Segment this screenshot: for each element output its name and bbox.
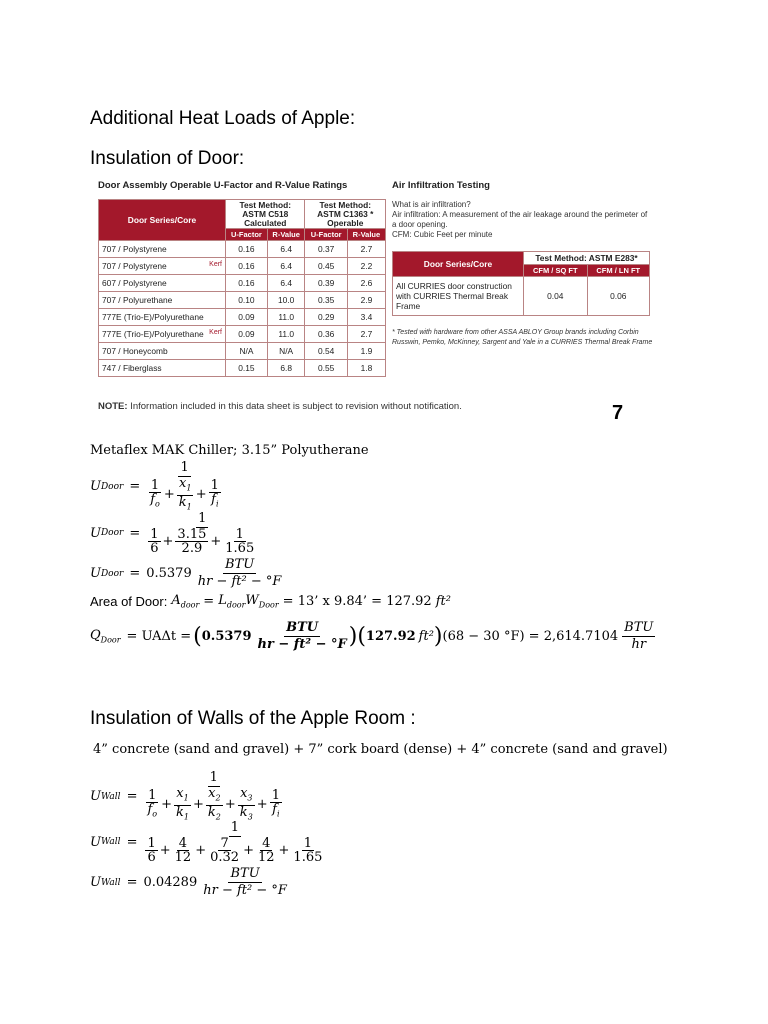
- page-number: 7: [612, 402, 624, 424]
- plus: +: [163, 487, 175, 503]
- unit-denominator: hr − ft² − °F: [197, 574, 282, 589]
- cell: 0.55: [305, 360, 347, 377]
- table-row: [99, 258, 386, 275]
- num: 1: [210, 478, 219, 494]
- equals: =: [129, 525, 141, 541]
- row-name: 747 / Fiberglass: [102, 363, 162, 373]
- table-row: [393, 277, 650, 316]
- num: 1: [150, 478, 160, 494]
- cell: 10.0: [267, 292, 305, 309]
- cell: 0.39: [305, 275, 347, 292]
- figure-title-left: Door Assembly Operable U-Factor and R-Value Ratings: [98, 180, 348, 191]
- kerf-label: Kerf: [209, 329, 222, 336]
- cell: 2.9: [347, 292, 385, 309]
- u-subscript: Door: [100, 528, 124, 538]
- q-result: (68 − 30 °F) = 2,614.7104: [442, 629, 619, 644]
- f-i: $f_i$: [211, 492, 219, 509]
- table-row: [99, 292, 386, 309]
- kerf-label: Kerf: [209, 261, 222, 268]
- table-row: [99, 326, 386, 343]
- k3-value: 12: [257, 850, 275, 865]
- cell: 0.16: [226, 258, 268, 275]
- table-row: [99, 343, 386, 360]
- note-text: Information included in this data sheet is subject to revision without notification.: [127, 401, 462, 412]
- cell: 6.4: [267, 241, 305, 258]
- air-row-name: All CURRIES door construction with CURRIES Thermal Break Frame: [393, 277, 524, 316]
- row-name: 707 / Honeycomb: [102, 346, 168, 356]
- cell: 0.45: [305, 258, 347, 275]
- numerator: 1: [180, 460, 189, 475]
- cell: 2.2: [347, 258, 385, 275]
- note-line: [98, 401, 462, 412]
- u-door-value: 0.5379: [146, 566, 192, 581]
- u-wall-value: 0.04289: [143, 875, 198, 890]
- cell: 0.54: [305, 343, 347, 360]
- row-name: 777E (Trio-E)/Polyurethane: [102, 312, 204, 322]
- col-header-rv2: R-Value: [347, 229, 385, 241]
- cell: 6.8: [267, 360, 305, 377]
- col-header-uf1: U-Factor: [226, 229, 268, 241]
- q-unit-den: hr: [631, 637, 647, 652]
- u-symbol: U: [90, 479, 101, 495]
- cell: 1.8: [347, 360, 385, 377]
- air-question: What is air infiltration?: [392, 200, 471, 209]
- q-u-value: 0.5379: [201, 629, 252, 644]
- row-name: 707 / Polyurethane: [102, 295, 173, 305]
- cell: 0.09: [226, 309, 268, 326]
- air-row-lnft: 0.06: [587, 277, 650, 316]
- cell: N/A: [267, 343, 305, 360]
- area-unit: ft²: [435, 593, 451, 609]
- page-title: Additional Heat Loads of Apple:: [90, 108, 356, 129]
- footnote: * Tested with hardware from other ASSA ABLOY Group brands including Corbin Russwin, Pemko, McKinney, Sargent and Yale in a CURRIES Thermal Break Frame: [392, 329, 653, 346]
- wall-u-result: U Wall = 0.04289 $\frac{\text{BTU}}{\text{hr − ft² − °F}}$: [90, 866, 287, 898]
- f-o: $f_o$: [150, 492, 160, 509]
- door-area: Area of Door: $A_{door}$ = $L_{door}W_{Door}$ = 13’ x 9.84’ = 127.92 ft²: [90, 593, 451, 610]
- area-expression: = 13’ x 9.84’ = 127.92: [282, 593, 432, 609]
- cell: 2.6: [347, 275, 385, 292]
- air-col-series: Door Series/Core: [393, 252, 524, 277]
- row-name: 707 / Polystyrene: [102, 261, 167, 271]
- table-row: [99, 241, 386, 258]
- row-name: 777E (Trio-E)/Polyurethane: [102, 329, 204, 339]
- cell: 1.9: [347, 343, 385, 360]
- cell: 0.16: [226, 275, 268, 292]
- air-col-tm: Test Method: ASTM E283*: [524, 252, 650, 265]
- u-factor-table: [98, 199, 386, 377]
- k1: $k_1$: [178, 494, 192, 512]
- cell: 2.7: [347, 326, 385, 343]
- col-header-tm1: Test Method: ASTM C518 Calculated: [226, 200, 305, 229]
- k2-value: 0.32: [210, 850, 240, 865]
- wall-u-formula: U Wall = 1 $\frac{1}{f_o}$ + $\frac{x_1}{k_1}$ + $\frac{x_2}{k_2}$ + $\frac{x_3}{k_3}$ + $\frac{1}{f_i}$: [90, 770, 280, 822]
- cell: 3.4: [347, 309, 385, 326]
- u-symbol: U: [90, 525, 101, 541]
- k1-value: 2.9: [181, 541, 203, 556]
- air-definition: Air infiltration: A measurement of the air leakage around the perimeter of a door opening.: [392, 210, 648, 229]
- q-area-value: 127.92: [365, 629, 416, 644]
- cell: 0.37: [305, 241, 347, 258]
- x1-value: 4: [178, 836, 188, 851]
- cell: 11.0: [267, 309, 305, 326]
- table-row: [99, 275, 386, 292]
- walls-intro: 4” concrete (sand and gravel) + 7” cork board (dense) + 4” concrete (sand and gravel): [93, 742, 668, 757]
- row-name: 707 / Polystyrene: [102, 244, 167, 254]
- door-intro: Metaflex MAK Chiller; 3.15” Polyutherane: [90, 443, 369, 458]
- col-header-tm2: Test Method: ASTM C1363 * Operable: [305, 200, 386, 229]
- figure-title-right: Air Infiltration Testing: [392, 180, 490, 191]
- table-row: [99, 360, 386, 377]
- row-name: 607 / Polystyrene: [102, 278, 167, 288]
- col-header-series: Door Series/Core: [99, 200, 226, 241]
- door-q-formula: $Q_{Door}$ = UAΔt = ( 0.5379 $\frac{\text{BTU}}{\text{hr − ft² − °F}}$ )( 127.92 ft² ) (68 − 30 °F) = 2,614.7104 $\frac{\text{BTU}}{hr}$: [90, 620, 654, 652]
- air-infiltration-table: [392, 251, 650, 316]
- u-wall-subscript: Wall: [100, 791, 121, 802]
- f-o-value: 6: [150, 541, 159, 556]
- k1-value: 12: [174, 850, 192, 865]
- cell: 6.4: [267, 258, 305, 275]
- cell: 0.29: [305, 309, 347, 326]
- door-u-result: U Door = 0.5379 $\frac{\text{BTU}}{\text{hr − ft² − °F}}$: [90, 557, 282, 589]
- air-infiltration-text: [392, 200, 652, 240]
- u-subscript: Door: [100, 481, 124, 492]
- air-row-sqft: 0.04: [524, 277, 588, 316]
- f-i-value: 1.65: [225, 541, 255, 556]
- col-header-rv1: R-Value: [267, 229, 305, 241]
- cell: 2.7: [347, 241, 385, 258]
- wall-u-substituted: U Wall = 1 $\frac{1}{6}$ + $\frac{4}{12}$ + $\frac{7}{0.32}$ + $\frac{4}{12}$ + $\frac{1}{1.65}$: [90, 820, 323, 865]
- equals: =: [129, 479, 141, 495]
- door-section-heading: Insulation of Door:: [90, 148, 245, 169]
- x2-value: 7: [220, 836, 229, 851]
- air-cfm-definition: CFM: Cubic Feet per minute: [392, 230, 493, 239]
- cell: 0.36: [305, 326, 347, 343]
- air-col-lnft: CFM / LN FT: [587, 265, 650, 277]
- cell: 0.10: [226, 292, 268, 309]
- air-col-sqft: CFM / SQ FT: [524, 265, 588, 277]
- col-header-uf2: U-Factor: [305, 229, 347, 241]
- door-u-substituted: U Door = 1 $\frac{1}{6}$ + $\frac{3.15}{2.9}$ + $\frac{1}{1.65}$: [90, 511, 255, 556]
- q-expression: = UAΔt =: [126, 629, 192, 644]
- area-label: Area of Door:: [90, 593, 168, 609]
- cell: 0.35: [305, 292, 347, 309]
- cell: 11.0: [267, 326, 305, 343]
- note-label: NOTE:: [98, 401, 128, 412]
- x3-value: 4: [262, 836, 271, 851]
- cell: 0.16: [226, 241, 268, 258]
- cell: N/A: [226, 343, 268, 360]
- unit-numerator: BTU: [224, 557, 255, 572]
- cell: 0.09: [226, 326, 268, 343]
- cell: 6.4: [267, 275, 305, 292]
- door-u-formula: [90, 460, 223, 513]
- x1-value: 3.15: [177, 527, 207, 542]
- x1: $x_1$: [177, 477, 193, 496]
- table-row: [99, 309, 386, 326]
- cell: 0.15: [226, 360, 268, 377]
- walls-section-heading: Insulation of Walls of the Apple Room :: [90, 708, 416, 729]
- plus: +: [195, 487, 207, 503]
- numerator: 1: [198, 511, 207, 526]
